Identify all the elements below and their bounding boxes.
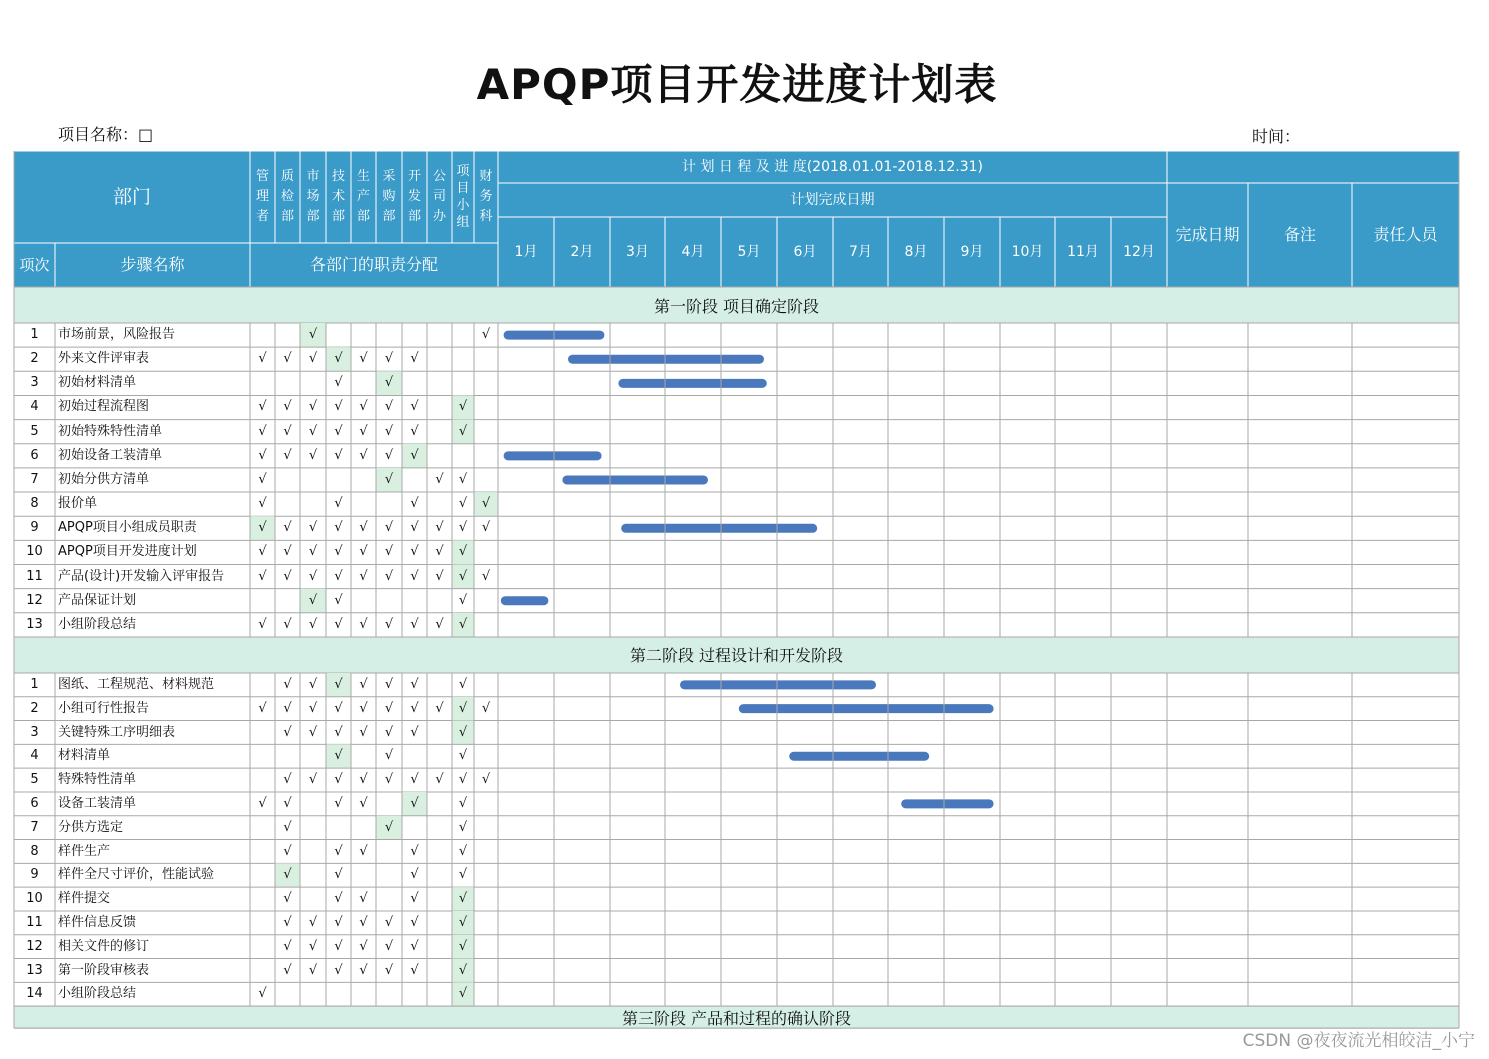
check-mark: √ [334, 447, 343, 463]
row-number: 2 [30, 351, 39, 367]
header-dept-duty: 各部门的职责分配 [309, 255, 438, 275]
step-name: 关键特殊工序明细表 [58, 724, 176, 740]
check-mark: √ [384, 544, 394, 560]
check-mark: √ [283, 520, 292, 536]
header-month-11: 11月 [1067, 243, 1099, 260]
check-mark: √ [481, 496, 491, 512]
row-number: 5 [30, 772, 39, 788]
check-mark: √ [258, 471, 267, 487]
header-dept-9: 财 务 科 [479, 169, 493, 224]
step-name: APQP项目开发进度计划 [58, 544, 197, 560]
check-mark: √ [458, 496, 468, 512]
check-mark: √ [458, 986, 468, 1002]
check-mark: √ [283, 891, 292, 907]
check-mark: √ [410, 676, 419, 692]
check-mark: √ [283, 544, 292, 560]
row-number: 11 [26, 914, 43, 930]
check-mark: √ [359, 423, 368, 439]
row-number: 10 [26, 891, 43, 907]
check-mark: √ [410, 447, 419, 463]
project-name-label-text: 项目名称： [58, 125, 139, 144]
row-number: 9 [30, 867, 39, 883]
check-mark: √ [359, 351, 368, 367]
check-mark: √ [458, 520, 468, 536]
check-mark: √ [359, 724, 368, 740]
check-mark: √ [334, 496, 343, 512]
check-mark: √ [283, 447, 292, 463]
check-mark: √ [258, 399, 267, 415]
check-mark: √ [334, 676, 343, 692]
check-mark: √ [384, 351, 394, 367]
check-mark: √ [359, 914, 368, 930]
gantt-bar [901, 799, 993, 808]
check-mark: √ [435, 544, 444, 560]
check-mark: √ [481, 327, 491, 342]
check-mark: √ [384, 447, 394, 463]
check-mark: √ [384, 471, 394, 487]
check-mark: √ [334, 592, 343, 608]
check-mark: √ [359, 520, 368, 536]
step-name: 报价单 [58, 496, 98, 512]
check-mark: √ [384, 772, 394, 788]
header-month-10: 10月 [1011, 243, 1044, 260]
check-mark: √ [258, 351, 267, 367]
header-dept-7: 公 司 办 [432, 169, 446, 224]
check-mark: √ [458, 819, 468, 835]
header-month-4: 4月 [681, 243, 705, 260]
check-mark: √ [258, 520, 267, 536]
check-mark: √ [481, 568, 491, 584]
check-mark: √ [410, 772, 419, 788]
row-number: 13 [26, 616, 43, 632]
step-name: 分供方选定 [58, 819, 124, 835]
check-mark: √ [458, 399, 468, 415]
gantt-bar [504, 451, 602, 460]
check-mark: √ [334, 568, 343, 584]
header-month-8: 8月 [904, 243, 928, 260]
step-name: 产品(设计)开发输入评审报告 [58, 568, 225, 584]
check-mark: √ [435, 471, 444, 487]
row-number: 3 [30, 375, 39, 391]
check-mark: √ [410, 938, 419, 954]
header-dept-8: 项 目 小 组 [456, 164, 470, 230]
watermark: CSDN @夜夜流光相皎洁_小宁 [1242, 1031, 1475, 1051]
header-plan-complete: 计划完成日期 [790, 191, 875, 208]
step-name: 外来文件评审表 [58, 351, 150, 367]
check-mark: √ [308, 592, 318, 608]
step-name: 样件提交 [58, 891, 111, 907]
check-mark: √ [410, 962, 419, 978]
check-mark: √ [258, 986, 267, 1002]
check-mark: √ [384, 423, 394, 439]
check-mark: √ [410, 399, 419, 415]
check-mark: √ [308, 938, 318, 954]
header-department: 部门 [112, 185, 151, 208]
gantt-bar [789, 752, 929, 761]
check-mark: √ [359, 399, 368, 415]
check-mark: √ [283, 772, 292, 788]
check-mark: √ [384, 700, 394, 716]
check-mark: √ [308, 676, 318, 692]
stage-title-2: 第二阶段 过程设计和开发阶段 [629, 646, 844, 666]
header-dept-2: 市 场 部 [306, 169, 320, 224]
row-number: 4 [30, 399, 39, 415]
check-mark: √ [384, 819, 394, 835]
check-mark: √ [308, 423, 318, 439]
header-month-6: 6月 [793, 243, 817, 260]
check-mark: √ [308, 327, 318, 342]
step-name: 初始分供方清单 [58, 471, 150, 487]
check-mark: √ [410, 867, 419, 883]
check-mark: √ [410, 914, 419, 930]
step-name: 样件信息反馈 [58, 914, 137, 930]
row-number: 9 [30, 520, 39, 536]
check-mark: √ [384, 520, 394, 536]
check-mark: √ [334, 520, 343, 536]
check-mark: √ [410, 891, 419, 907]
header-dept-0: 管 理 者 [255, 169, 269, 224]
check-mark: √ [384, 676, 394, 692]
check-mark: √ [458, 592, 468, 608]
step-name: 初始特殊特性清单 [58, 423, 163, 439]
header-dept-1: 质 检 部 [280, 169, 294, 224]
gantt-bar [680, 680, 876, 689]
row-number: 1 [30, 676, 39, 692]
check-mark: √ [283, 399, 292, 415]
check-mark: √ [359, 795, 368, 811]
gantt-bar [501, 596, 549, 605]
check-mark: √ [258, 568, 267, 584]
header-dept-6: 开 发 部 [407, 169, 421, 224]
row-number: 6 [30, 447, 39, 463]
page-title: APQP项目开发进度计划表 [476, 60, 998, 109]
check-mark: √ [334, 914, 343, 930]
check-mark: √ [410, 351, 419, 367]
check-mark: √ [384, 748, 394, 764]
check-mark: √ [334, 772, 343, 788]
row-number: 1 [30, 327, 39, 342]
time-label: 时间： [1252, 127, 1301, 146]
check-mark: √ [384, 616, 394, 632]
check-mark: √ [334, 748, 343, 764]
check-mark: √ [283, 423, 292, 439]
step-name: 设备工装清单 [58, 795, 137, 811]
header-dept-4: 生 产 部 [356, 169, 370, 224]
check-mark: √ [258, 423, 267, 439]
header-remark: 备注 [1283, 225, 1316, 245]
row-number: 5 [30, 423, 39, 439]
check-mark: √ [458, 676, 468, 692]
header-schedule: 计 划 日 程 及 进 度(2018.01.01-2018.12.31) [682, 158, 983, 175]
check-mark: √ [410, 700, 419, 716]
header-owner: 责任人员 [1373, 225, 1438, 245]
row-number: 11 [26, 568, 43, 584]
check-mark: √ [308, 772, 318, 788]
check-mark: √ [334, 938, 343, 954]
row-number: 12 [26, 938, 43, 954]
check-mark: √ [334, 544, 343, 560]
row-number: 14 [26, 986, 43, 1002]
step-name: 特殊特性清单 [58, 772, 137, 788]
check-mark: √ [359, 447, 368, 463]
step-name: APQP项目小组成员职责 [58, 520, 197, 536]
check-mark: √ [283, 962, 292, 978]
check-mark: √ [481, 520, 491, 536]
check-mark: √ [458, 867, 468, 883]
stage-title-1: 第一阶段 项目确定阶段 [653, 296, 820, 316]
check-mark: √ [308, 351, 318, 367]
check-mark: √ [435, 616, 444, 632]
check-mark: √ [458, 423, 468, 439]
check-mark: √ [384, 375, 394, 391]
check-mark: √ [359, 938, 368, 954]
check-mark: √ [334, 891, 343, 907]
check-mark: √ [258, 447, 267, 463]
check-mark: √ [308, 520, 318, 536]
check-mark: √ [283, 843, 292, 859]
check-mark: √ [458, 748, 468, 764]
check-mark: √ [334, 867, 343, 883]
step-name: 初始过程流程图 [58, 399, 150, 415]
step-name: 产品保证计划 [58, 592, 137, 608]
header-month-9: 9月 [960, 243, 984, 260]
row-number: 13 [26, 962, 43, 978]
check-mark: √ [283, 568, 292, 584]
check-mark: √ [308, 544, 318, 560]
check-mark: √ [458, 616, 468, 632]
header-month-5: 5月 [737, 243, 761, 260]
check-mark: √ [481, 772, 491, 788]
check-mark: √ [258, 700, 267, 716]
check-mark: √ [283, 724, 292, 740]
check-mark: √ [334, 700, 343, 716]
check-mark: √ [410, 496, 419, 512]
check-mark: √ [308, 962, 318, 978]
check-mark: √ [334, 795, 343, 811]
step-name: 图纸、工程规范、材料规范 [58, 676, 215, 692]
check-mark: √ [359, 616, 368, 632]
check-mark: √ [283, 616, 292, 632]
row-number: 7 [30, 819, 39, 835]
check-mark: √ [308, 914, 318, 930]
check-mark: √ [258, 544, 267, 560]
row-number: 8 [30, 843, 39, 859]
check-mark: √ [435, 520, 444, 536]
check-mark: √ [435, 772, 444, 788]
check-mark: √ [458, 471, 468, 487]
check-mark: √ [410, 843, 419, 859]
check-mark: √ [458, 724, 468, 740]
check-mark: √ [384, 962, 394, 978]
check-mark: √ [283, 819, 292, 835]
step-name: 初始材料清单 [58, 375, 137, 391]
check-mark: √ [359, 891, 368, 907]
check-mark: √ [410, 544, 419, 560]
check-mark: √ [359, 700, 368, 716]
check-mark: √ [458, 772, 468, 788]
check-mark: √ [283, 700, 292, 716]
row-number: 8 [30, 496, 39, 512]
check-mark: √ [458, 700, 468, 716]
check-mark: √ [258, 795, 267, 811]
check-mark: √ [283, 938, 292, 954]
check-mark: √ [410, 520, 419, 536]
row-number: 7 [30, 471, 39, 487]
header-step-name: 步骤名称 [120, 255, 185, 275]
row-number: 10 [26, 544, 43, 560]
step-name: 材料清单 [58, 748, 111, 764]
check-mark: √ [359, 962, 368, 978]
header-month-1: 1月 [514, 243, 538, 260]
step-name: 相关文件的修订 [58, 938, 150, 954]
check-mark: √ [283, 676, 292, 692]
check-mark: √ [458, 962, 468, 978]
check-mark: √ [384, 938, 394, 954]
header-dept-3: 技 术 部 [331, 169, 345, 224]
header-month-3: 3月 [626, 243, 649, 260]
header-dept-5: 采 购 部 [382, 169, 396, 224]
row-number: 3 [30, 724, 39, 740]
check-mark: √ [410, 616, 419, 632]
check-mark: √ [283, 351, 292, 367]
check-mark: √ [334, 616, 343, 632]
check-mark: √ [359, 544, 368, 560]
step-name: 样件全尺寸评价，性能试验 [58, 867, 215, 883]
check-mark: √ [359, 568, 368, 584]
row-number: 2 [30, 700, 39, 716]
header-done-date: 完成日期 [1175, 225, 1240, 245]
row-number: 6 [30, 795, 39, 811]
check-mark: √ [384, 724, 394, 740]
step-name: 市场前景，风险报告 [58, 327, 176, 342]
row-number: 4 [30, 748, 39, 764]
check-mark: √ [258, 496, 267, 512]
step-name: 小组阶段总结 [58, 616, 137, 632]
check-mark: √ [359, 843, 368, 859]
row-number: 12 [26, 592, 43, 608]
check-mark: √ [359, 772, 368, 788]
header-month-7: 7月 [849, 243, 872, 260]
check-mark: √ [308, 724, 318, 740]
check-mark: √ [258, 616, 267, 632]
check-mark: √ [334, 351, 343, 367]
step-name: 小组阶段总结 [58, 986, 137, 1002]
check-mark: √ [308, 568, 318, 584]
check-mark: √ [283, 914, 292, 930]
check-mark: √ [458, 938, 468, 954]
check-mark: √ [308, 399, 318, 415]
check-mark: √ [359, 676, 368, 692]
step-name: 样件生产 [58, 843, 111, 859]
step-name: 初始设备工装清单 [58, 447, 163, 463]
check-mark: √ [410, 568, 419, 584]
step-name: 小组可行性报告 [58, 700, 150, 716]
check-mark: √ [384, 914, 394, 930]
gantt-bar [562, 475, 708, 484]
check-mark: √ [458, 914, 468, 930]
check-mark: √ [435, 700, 444, 716]
gantt-bar [618, 379, 766, 388]
check-mark: √ [458, 891, 468, 907]
check-mark: √ [384, 399, 394, 415]
check-mark: √ [458, 843, 468, 859]
check-mark: √ [481, 700, 491, 716]
header-item-no: 项次 [19, 256, 50, 274]
check-mark: √ [458, 795, 468, 811]
header-month-2: 2月 [570, 243, 594, 260]
check-mark: √ [410, 795, 419, 811]
stage-title-3: 第三阶段 产品和过程的确认阶段 [621, 1008, 852, 1028]
check-mark: √ [334, 724, 343, 740]
check-mark: √ [308, 700, 318, 716]
check-mark: √ [384, 568, 394, 584]
check-mark: √ [334, 962, 343, 978]
step-name: 第一阶段审核表 [58, 962, 150, 978]
check-mark: √ [458, 568, 468, 584]
check-mark: √ [308, 616, 318, 632]
check-mark: √ [283, 867, 292, 883]
check-mark: √ [334, 423, 343, 439]
gantt-bar [621, 524, 817, 533]
check-mark: √ [410, 724, 419, 740]
header-month-12: 12月 [1123, 243, 1155, 260]
check-mark: √ [435, 568, 444, 584]
check-mark: √ [458, 544, 468, 560]
check-mark: √ [334, 375, 343, 391]
check-mark: √ [334, 399, 343, 415]
check-mark: √ [334, 843, 343, 859]
check-mark: √ [283, 795, 292, 811]
check-mark: √ [410, 423, 419, 439]
gantt-bar [568, 355, 764, 364]
project-name-value: □ [138, 125, 154, 144]
check-mark: √ [308, 447, 318, 463]
